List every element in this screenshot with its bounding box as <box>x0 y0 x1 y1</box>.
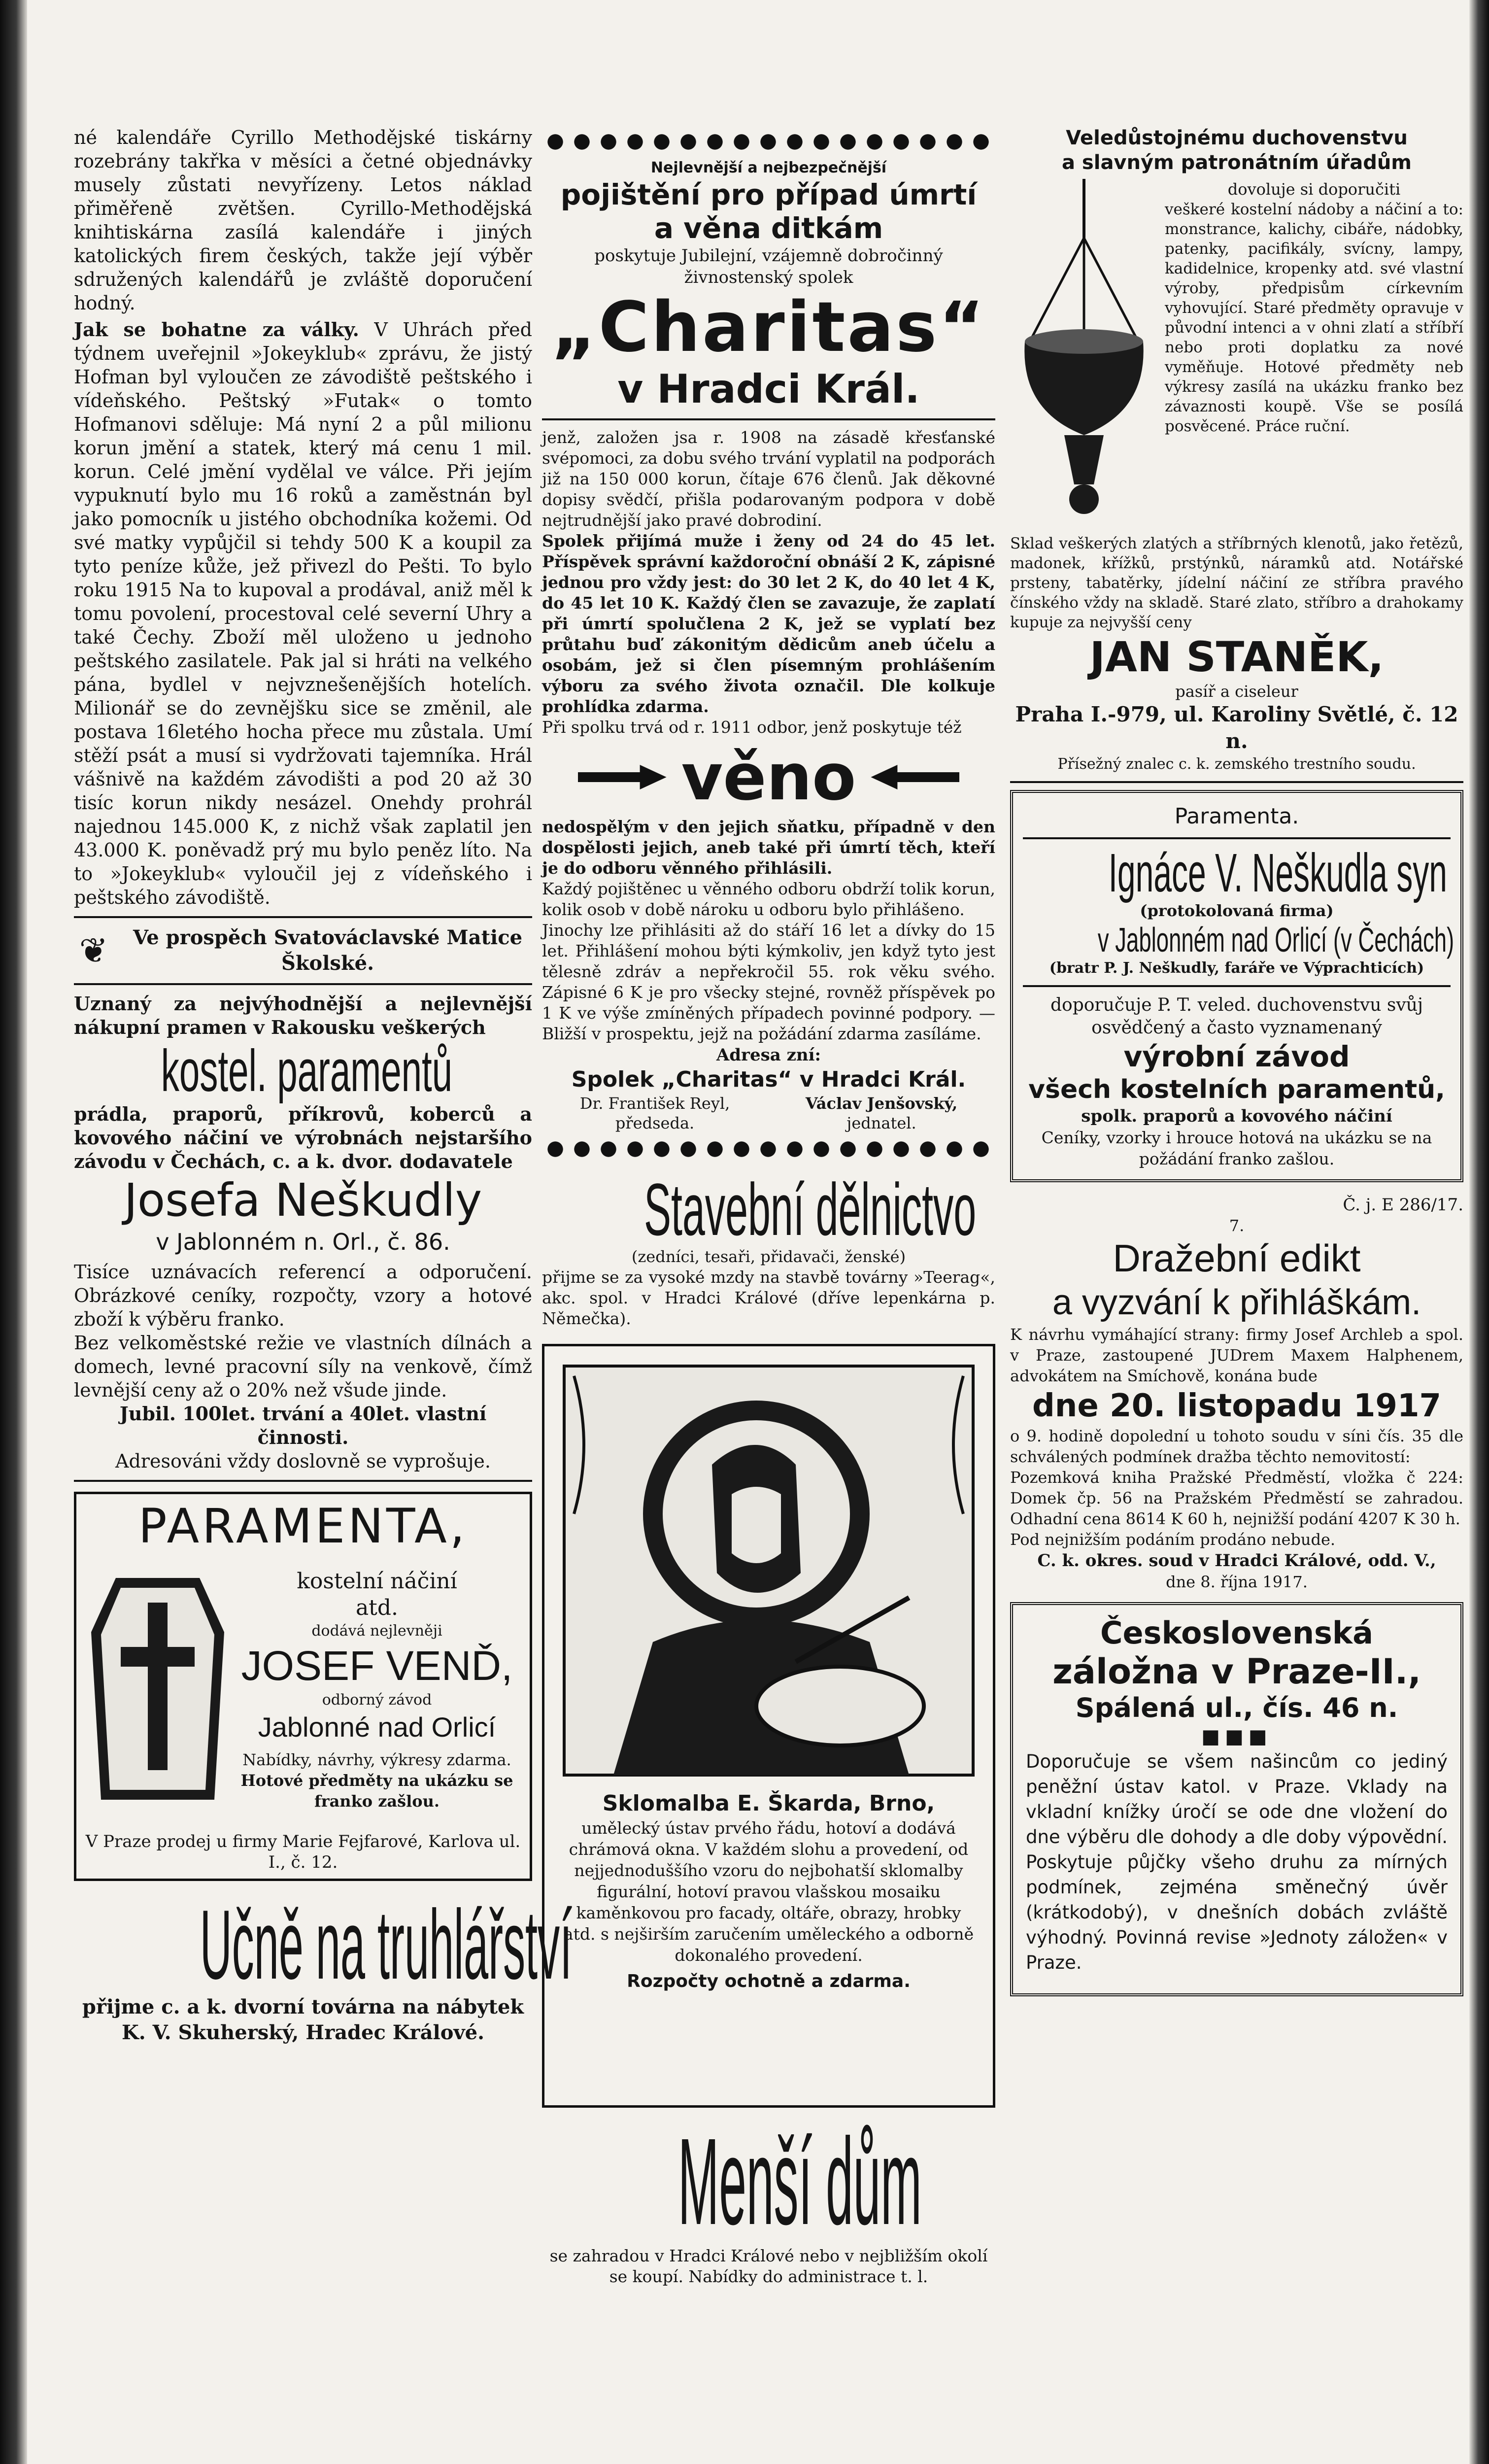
ins-sig2-name: Václav Jenšovský, <box>805 1094 958 1113</box>
saint-illustration-icon <box>564 1366 973 1775</box>
ins-title1: pojištění pro případ úmrtí <box>560 178 977 211</box>
ad-dum <box>542 2113 995 2287</box>
dum-body: se zahradou v Hradci Králové nebo v nejbližším okolí se koupí. Nabídky do administrace t. l. <box>549 2246 988 2286</box>
ins-body3: Při spolku trvá od r. 1911 odbor, jenž poskytuje též <box>542 718 962 737</box>
ad-vend-sub1: kostelní náčiní <box>297 1569 457 1594</box>
zal-title2: záložna v Praze-II., <box>1052 1651 1421 1692</box>
square-bullets-icon: ■■■ <box>1201 1725 1272 1748</box>
dot-border-bottom <box>542 1136 995 1163</box>
par-recom: doporučuje P. T. veled. duchovenstvu svůj osvědčený a často vyznamenaný <box>1050 995 1423 1038</box>
dot-border-top <box>542 129 995 155</box>
skl-title: Sklomalba E. Škarda, Brno, <box>602 1791 935 1816</box>
divider <box>1023 837 1451 839</box>
vel-intro: dovoluje si doporučiti <box>1227 180 1401 199</box>
column-3 <box>1010 126 1463 1996</box>
draz-court: C. k. okres. soud v Hradci Králové, odd. V., <box>1037 1551 1436 1571</box>
ad-neskudla-syn <box>1010 790 1463 1182</box>
stav-sub: (zedníci, tesaři, přidavači, ženské) <box>631 1247 906 1266</box>
veno-body2: Každý pojištěnec u věnného odboru obdrží tolik korun, kolik osob v době nároku u odboru bylo přihlášeno. <box>542 879 995 919</box>
war-article-title: Jak se bohatne za války. <box>74 318 359 341</box>
ad-ucne-big: Učně na truhlářství <box>200 1890 573 2000</box>
ad-matice <box>74 925 532 1473</box>
ad-vend-name: JOSEF VENĎ, <box>241 1643 513 1689</box>
ad-vend-sub5: Nabídky, návrhy, výkresy zdarma. <box>242 1750 511 1769</box>
ins-brand: „Charitas“ <box>551 287 986 368</box>
ad-vend-place: Jablonné nad Orlicí <box>258 1711 496 1743</box>
ad-matice-jubil: Jubil. 100let. trvání a 40let. vlastní činnosti. <box>119 1403 487 1448</box>
ins-sig1-name: Dr. František Reyl, <box>579 1094 730 1113</box>
ad-vend-sub3: dodává nejlevněji <box>311 1622 442 1640</box>
ad-stanek <box>1010 126 1463 774</box>
par-title: Paramenta. <box>1174 804 1299 829</box>
veno-word: věno <box>681 740 856 815</box>
vel-title2: a slavným patronátním úřadům <box>1062 151 1412 174</box>
column-1 <box>74 126 573 2046</box>
ins-sub: poskytuje Jubilejní, vzájemně dobročinný živnostenský spolek <box>594 246 943 287</box>
divider <box>542 418 995 420</box>
ad-matice-body1: Tisíce uznávacích referencí a odporučení. Obrázkové ceníky, rozpočty, vzory a hotové zboží k výběru franko. <box>74 1261 532 1330</box>
ad-matice-name: Josefa Neškudly <box>124 1174 482 1227</box>
vel-body: veškeré kostelní nádoby a náčiní a to: monstrance, kalichy, cibáře, nádobky, patenky, pacifikály, svícny, lampy, kadidelnice, kropenky atd. své vlastní výroby, předpisům církevním vyhovující. Staré předměty opravuje v původní intenci a v ohni zlatí a stříbří nebo proti doplatku za nové vyměňuje. Hotové předměty neb výkresy zasílá na ukázku franko bez závaznosti koupě. Vše se posílá posvěcené. Práce ruční. <box>1165 201 1463 435</box>
ins-city: v Hradci Král. <box>617 366 920 412</box>
par-bold2: všech kostelních paramentů, <box>1028 1075 1445 1104</box>
ad-vend-sub6: Hotové předměty na ukázku se franko zašlou. <box>240 1771 513 1811</box>
divider <box>74 983 532 985</box>
ad-stavebni <box>542 1168 995 1329</box>
ad-zalozna <box>1010 1602 1463 1996</box>
skl-foot: Rozpočty ochotně a zdarma. <box>627 1971 911 1991</box>
cj-num: 7. <box>1229 1216 1245 1235</box>
par-bold3: spolk. praporů a kovového náčiní <box>1081 1106 1392 1126</box>
ad-vend-prague: V Praze prodej u firmy Marie Fejfarové, Karlova ul. I., č. 12. <box>85 1832 521 1872</box>
ins-addr-label: Adresa zní: <box>716 1045 821 1065</box>
stav-body: přijme se za vysoké mzdy na stavbě továrny »Teerag«, akc. spol. v Hradci Králové (dříve lepenkárna p. Němečka). <box>542 1267 995 1328</box>
divider <box>74 1480 532 1482</box>
vel-addr: Praha I.-979, ul. Karoliny Světlé, č. 12 n. <box>1015 702 1458 753</box>
vel-body2: Sklad veškerých zlatých a stříbrných klenotů, jako řetězů, madonek, křížků, prstýnků, náramků atd. Notářské prsteny, tabatěrky, jídelní náčiní ze stříbra pravého čínského vždy na skladě. Staré zlato, stříbro a drahokamy kupuje za nejvyšší ceny <box>1010 535 1463 631</box>
draz-title1: Dražební edikt <box>1113 1236 1361 1280</box>
page-edge-left <box>0 0 27 2464</box>
ad-matice-title: Ve prospěch Svatováclavské Matice Školské. <box>133 926 523 975</box>
ad-vend <box>74 1492 532 1881</box>
ad-matice-intro: Uznaný za nejvýhodnější a nejlevnější nákupní pramen v Rakousku veškerých <box>74 992 532 1038</box>
par-bold1: výrobní závod <box>1123 1040 1350 1073</box>
ad-charitas <box>542 158 995 1133</box>
draz-body3: Pozemková kniha Pražské Předměstí, vložka č 224: Domek čp. 56 na Pražském Předměstí se zahradou. Odhadní cena 8614 K 60 h, nejnižší podání 4207 K 30 h. <box>1010 1468 1463 1528</box>
par-firm: (protokolovaná firma) <box>1140 901 1334 920</box>
divider <box>1010 781 1463 783</box>
dum-big: Menší dům <box>678 2113 922 2250</box>
par-foot: Ceníky, vzorky i hrouce hotová na ukázku se na požádání franko zašlou. <box>1041 1128 1432 1168</box>
column-2 <box>542 126 995 2287</box>
draz-body2: o 9. hodině dopolední u tohoto soudu v síni čís. 35 dle schválených podmínek dražba těchto nemovitostí: <box>1010 1427 1463 1466</box>
zal-title1: Československá <box>1100 1615 1373 1651</box>
calendar-note: né kalendáře Cyrillo Methodějské tiskárny rozebrány takřka v měsíci a četné objednávky musely zůstati nevyřízeny. Letos náklad přiměřeně zvětšen. Cyrillo-Methodějská knihtiskárna zasílá kalendáře i jiných katolických firem českých, takže její výběr sdružených kalendářů je zvláště doporučení hodný. <box>74 127 532 314</box>
ins-body2: Spolek přijímá muže i ženy od 24 do 45 let. Příspěvek správní každoroční obnáší 2 K, zápisné jednou pro vždy jest: do 30 let 2 K, do 40 let 4 K, do 45 let 10 K. Každý člen se zavazuje, že zaplatí při úmrtí spolučlena 2 K, jež se vyplatí bez průtahu buď zákonitým dědicům aneb účelu a osobám, jež si člen písemným prohlášením výboru za svého života označil. Dle kolkuje prohlídka zdarma. <box>542 531 995 716</box>
war-article <box>74 318 532 909</box>
chasuble-icon <box>86 1573 229 1805</box>
hanging-lamp-icon <box>1010 179 1158 534</box>
pointing-hand-icon <box>871 765 959 789</box>
ad-matice-addr: Adresováni vždy doslovně se vyprošuje. <box>115 1450 491 1472</box>
par-brat: (bratr P. J. Neškudly, faráře ve Výprachticích) <box>1049 959 1424 977</box>
stav-big: Stavební dělnictvo <box>644 1168 977 1251</box>
veno-body3: Jinochy lze přihlásiti až do stáří 16 let a dívky do 15 let. Přihlášení mohou býti kýmkoliv, jen když tyto jest tělesně zdráv a nepřekročil 55. rok věku svého. Zápisné 6 K je pro všecky stejné, rovněž příspěvek po 1 K ve výše zmíněných případech povinné podpory. — Bližší v prospektu, jejž na požádání zdarma zasíláme. <box>542 921 995 1043</box>
vel-title1: Veledůstojnému duchovenstvu <box>1066 127 1408 149</box>
ad-sklomalba <box>542 1344 995 2108</box>
ad-drazebni <box>1010 1194 1463 1592</box>
zal-body: Doporučuje se všem našincům co jediný peněžní ústav katol. v Praze. Vklady na vkladní knížky úročí se ode dne vložení do dne výběru dle dohody a dle doby výpovědní. Poskytuje půjčky všeho druhu za mírných podmínek, zejména směnečný úvěr (krátkodobý), v dnešních dobách zvláště výhodný. Povinná revise »Jednoty záložen« v Praze. <box>1026 1751 1448 1973</box>
ad-matice-big: kostel. paramentů <box>161 1038 453 1104</box>
vel-expert: Přísežný znalec c. k. zemského trestního soudu. <box>1057 755 1416 773</box>
ins-body: jenž, založen jsa r. 1908 na zásadě křesťanské svépomoci, za dobu svého trvání vyplatil na podporách již na 150 000 korun, čítaje 676 členů. Jak děkovné dopisy svědčí, přišla podarovaným podpora v době nejtrudnější jako pravé dobrodiní. <box>542 428 995 530</box>
ad-ucne <box>74 1890 573 2046</box>
war-article-body: V Uhrách před týdnem uveřejnil »Jokeyklub« zprávu, že jistý Hofman byl vyloučen ze závodiště peštského i vídeňského. Peštský »Futak« o tomto Hofmanovi sděluje: Má nyní 2 a půl milionu korun jmění a statek, který má cenu 1 mil. korun. Celé jmění vydělal ve válce. Při jejím vypuknutí bylo mu 16 roků a zaměstnán byl jako pomocník u jistého obchodníka kožemi. Od své matky vypůjčil si tehdy 500 K a koupil za tyto peníze kůže, jež přivezl do Pešti. To bylo roku 1915 Na to kupoval a prodával, aniž měl k tomu povolení, procestoval celé severní Uhry a také Čechy. Zboží měl uloženo u jednoho peštského zasilatele. Pak jal si hráti na velkého pána, bydlel v nejvznešenějších hotelích. Milionář se do zevnějšku sice se změnil, ale postava 16letého hocha přece mu zůstala. Umí stěží psát a musí si vydržovati tajemníka. Hrál vášnivě na každém závodišti a pod 20 až 30 tisíc korun nikdy nesázel. Onehdy prohrál najednou 145.000 K, z nichž však zaplatil jen 43.000 K. poněvadž prý mu bylo peněz líto. Na to »Jokeyklub« vyloučil jej z vídeňského i peštského závodiště. <box>74 319 532 908</box>
draz-body4: Pod nejnižším podáním prodáno nebude. <box>1010 1530 1336 1549</box>
veno-body: nedospělým v den jejich sňatku, případně v den dospělosti jejich, aneb také při úmrtí těch, kteří je do odboru věnného přihlásili. <box>542 817 995 878</box>
pointing-hand-icon <box>578 765 667 789</box>
ad-vend-sub4: odborný závod <box>322 1691 432 1709</box>
draz-body: K návrhu vymáhající strany: firmy Josef Archleb a spol. v Praze, zastoupené JUDrem Maxem Halphenem, advokátem na Smíchově, konána bude <box>1010 1325 1463 1385</box>
divider <box>74 916 532 918</box>
par-name: Ignáce V. Neškudla syn <box>1108 843 1447 903</box>
ad-vend-title: PARAMENTA, <box>138 1499 468 1554</box>
ad-ucne-body: přijme c. a k. dvorní továrna na nábytek K. V. Skuherský, Hradec Králové. <box>82 1995 524 2044</box>
ins-addr: Spolek „Charitas“ v Hradci Král. <box>571 1067 966 1092</box>
draz-date2: dne 8. října 1917. <box>1166 1573 1308 1591</box>
ins-sig2-role: jednatel. <box>846 1114 916 1132</box>
cj: Č. j. E 286/17. <box>1343 1195 1463 1215</box>
ad-matice-body2: Bez velkoměstské režie ve vlastních dílnách a domech, levné pracovní síly na venkově, čímž levnější ceny až o 20% než všude jinde. <box>74 1332 532 1401</box>
zal-title3: Spálená ul., čís. 46 n. <box>1075 1692 1398 1723</box>
vel-role: pasíř a ciseleur <box>1175 682 1298 701</box>
vel-name: JAN STANĚK, <box>1089 633 1384 681</box>
skl-body: umělecký ústav prvého řádu, hotoví a dodává chrámová okna. V každém slohu a provedení, od nejjednoduššího vzoru do nejbohatší sklomalby figurální, hotoví pravou vlašskou mosaiku kaměnkovou pro facady, oltáře, obrazy, hrobky atd. s nejširším zaručením uměleckého a odborně dokonalého provedení. <box>563 1818 974 1965</box>
eagle-emblem-icon: ❦ <box>79 930 108 971</box>
ad-matice-place: v Jablonném n. Orl., č. 86. <box>156 1229 450 1255</box>
ad-vend-sub2: atd. <box>355 1595 399 1620</box>
draz-date: dne 20. listopadu 1917 <box>1032 1388 1442 1424</box>
ad-matice-items: prádla, praporů, příkrovů, koberců a kovového náčiní ve výrobnách nejstaršího závodu v Čechách, c. a k. dvor. dodavatele <box>74 1103 532 1172</box>
draz-title2: a vyzvání k přihláškám. <box>1052 1283 1421 1322</box>
page-edge-right <box>1469 0 1489 2464</box>
ins-sig1-role: předseda. <box>615 1114 695 1132</box>
par-place: v Jablonném nad Orlicí (v Čechách) <box>1097 921 1455 959</box>
ins-title2: a věna ditkám <box>654 211 883 245</box>
ins-kicker: Nejlevnější a nejbezpečnější <box>650 159 887 176</box>
divider <box>1023 985 1451 987</box>
